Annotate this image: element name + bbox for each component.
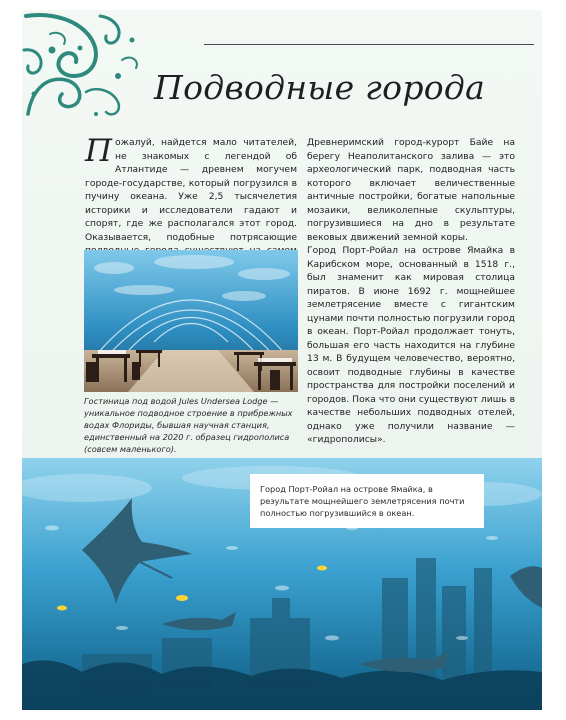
drop-cap: П xyxy=(85,133,113,169)
magazine-page xyxy=(22,10,542,710)
page-title: Подводные города xyxy=(154,68,486,107)
swirl-ornament-icon xyxy=(22,10,142,122)
underwater-restaurant-photo xyxy=(84,250,298,392)
paragraph-port-royal: Город Порт-Ройал на острове Ямайка в Карибском море, основанный в 1518 г., был знаменит как мировая столица пиратов. В июне 1692 г. мощнейшее землетрясение вместе с гигантским цунами почти полностью погрузили город в океан. Порт-Ройал продолжает тонуть, большая его часть находится на глубине 13 м. В будущем человечество, вероятно, освоит подводные глубины в качестве пространства для постройки поселений и городов. Пока что они существуют лишь в качестве небольших подводных отелей, однако уже получили название — «гидрополисы». xyxy=(307,245,515,445)
paragraph-baiae: Древнеримский город-курорт Байе на берегу Неаполитанского залива — это археологический парк, подводная часть которого включает величественные античные постройки, богатые напольные мозаики, великолепные скульптуры, погрузившиеся на дно в результате вековых движений земной коры. xyxy=(307,137,515,243)
intro-text: ожалуй, найдется мало читателей, не знакомых с легендой об Атлантиде — древнем могучем городе-государстве, который погрузился в пучину океана. Уже 2,5 тысячелетия историки и исследователи гадают и спорят, где же располагался этот город. Оказывается, подобные потрясающие xyxy=(85,137,297,243)
article-column xyxy=(307,136,515,447)
title-rule xyxy=(204,44,534,45)
restaurant-caption: Гостиница под водой Jules Undersea Lodge — уникальное подводное строение в прибрежных водах Флориды, бывшая научная станция, единственный на 2020 г. образец гидрополиса (совсем маленького). xyxy=(84,396,293,454)
port-royal-caption: Город Порт-Ройал на острове Ямайка, в результате мощнейшего землетрясения почти полностью погрузившийся в океан. xyxy=(250,474,484,528)
